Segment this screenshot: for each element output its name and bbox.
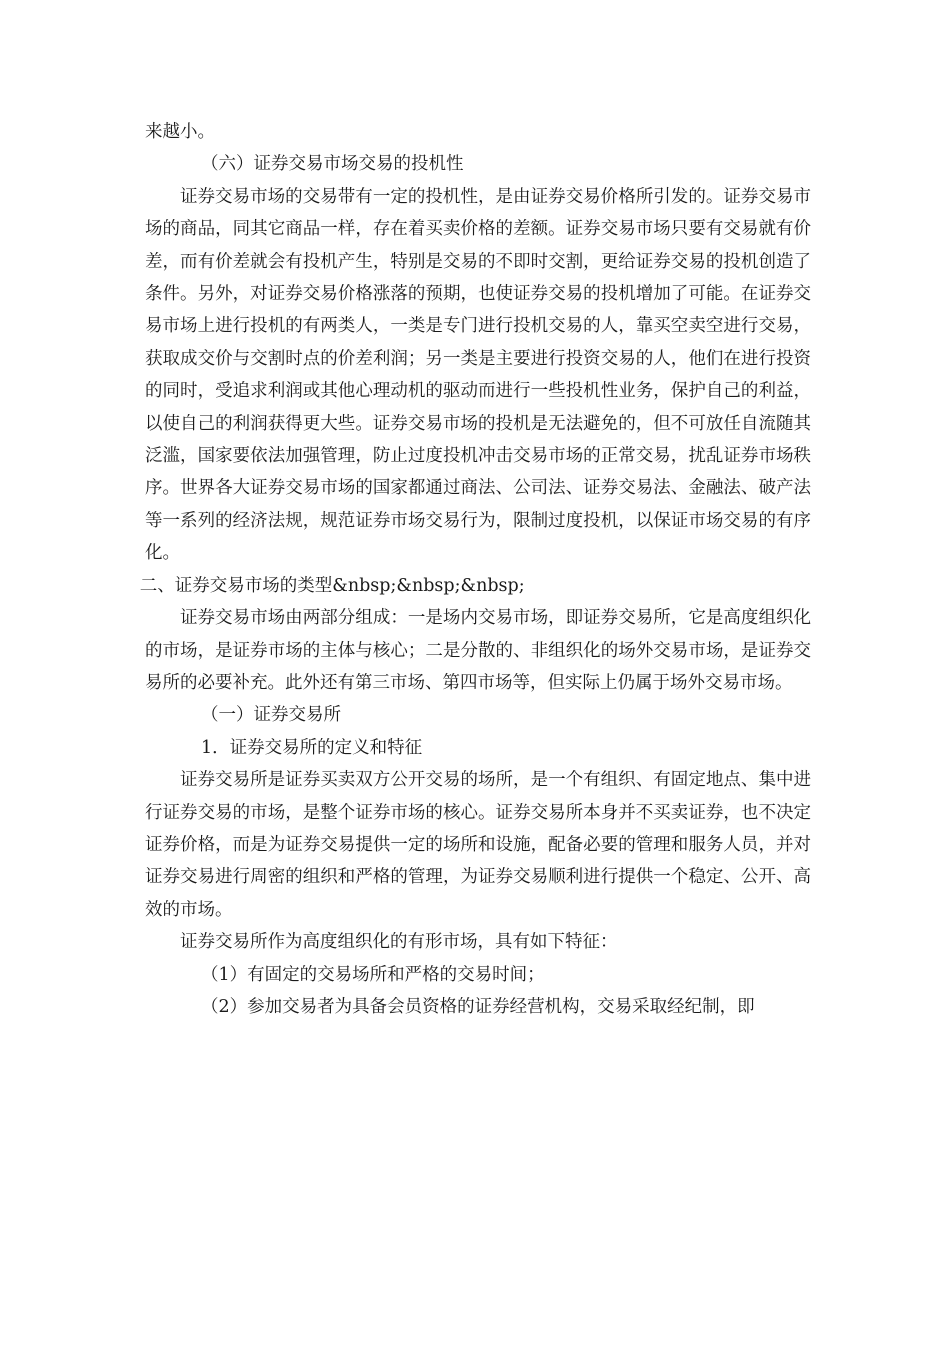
list-item-feature-1: （1）有固定的交易场所和严格的交易时间； [201,964,545,985]
paragraph-continued: 来越小。 [145,122,215,142]
paragraph-market-composition: 证券交易市场由两部分组成：一是场内交易市场，即证券交易所，它是高度组织化的市场，是证券市场的主体与核心；二是分散的、非组织化的场外交易市场，是证券交易所的必要补充。此外还有第三市场、第四市场等，但实际上仍属于场外交易市场。 [145,608,811,693]
paragraph-speculation: 证券交易市场的交易带有一定的投机性，是由证券交易价格所引发的。证券交易市场的商品，同其它商品一样，存在着买卖价格的差额。证券交易市场只要有交易就有价差，而有价差就会有投机产生，特别是交易的不即时交割，更给证券交易的投机创造了条件。另外，对证券交易价格涨落的预期，也使证券交易的投机增加了可能。在证券交易市场上进行投机的有两类人，一类是专门进行投机交易的人，靠买空卖空进行交易，获取成交价与交割时点的价差利润；另一类是主要进行投资交易的人，他们在进行投资的同时，受追求利润或其他心理动机的驱动而进行一些投机性业务，保护自己的利益，以使自己的利润获得更大些。证券交易市场的投机是无法避免的，但不可放任自流随其泛滥，国家要依法加强管理，防止过度投机冲击交易市场的正常交易，扰乱证券市场秩序。世界各大证券交易市场的国家都通过商法、公司法、证券交易法、金融法、破产法等一系列的经济法规，规范证券市场交易行为，限制过度投机，以保证市场交易的有序化。 [145,186,811,564]
section-heading-definition: 1．证券交易所的定义和特征 [201,737,423,758]
section-heading-market-types: 二、证券交易市场的类型&nbsp;&nbsp;&nbsp; [139,575,525,596]
document-body [139,116,811,1023]
list-item-feature-2: （2）参加交易者为具备会员资格的证券经营机构，交易采取经纪制，即 [201,996,755,1017]
section-heading-speculation: （六）证券交易市场交易的投机性 [201,154,464,175]
paragraph-exchange-definition: 证券交易所是证券买卖双方公开交易的场所，是一个有组织、有固定地点、集中进行证券交易的市场，是整个证券市场的核心。证券交易所本身并不买卖证券，也不决定证券价格，而是为证券交易提供一定的场所和设施，配备必要的管理和服务人员，并对证券交易进行周密的组织和严格的管理，为证券交易顺利进行提供一个稳定、公开、高效的市场。 [145,770,811,920]
section-heading-stock-exchange: （一）证券交易所 [201,705,341,726]
paragraph-exchange-features-intro: 证券交易所作为高度组织化的有形市场，具有如下特征： [180,932,618,953]
